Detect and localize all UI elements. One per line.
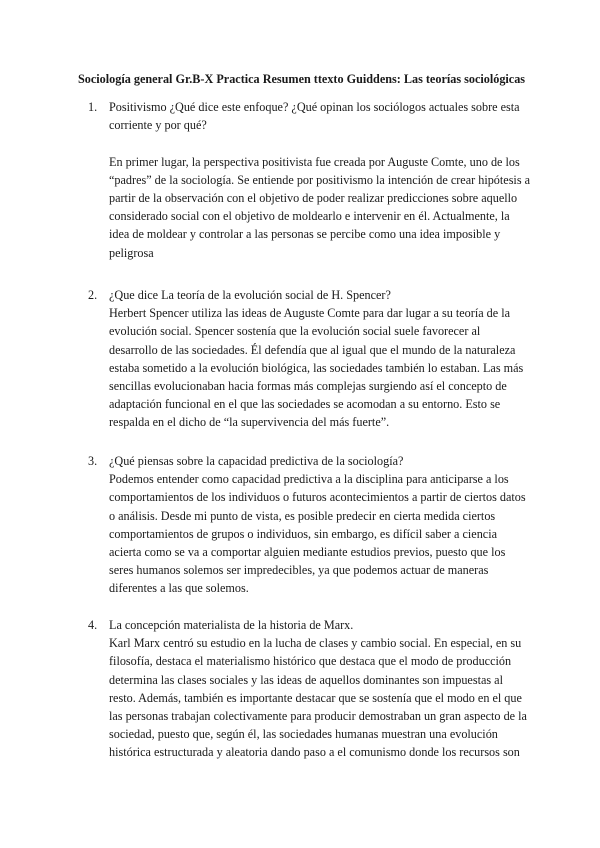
question-content [109, 98, 531, 262]
paragraph-gap [109, 134, 528, 152]
answer-text-line: evolución social. Spencer sostenía que la evolución social suele favorecer al [109, 324, 481, 339]
question-item-2 [88, 286, 528, 432]
answer-text-line: idea de moldear y controlar a las personas se percibe como una idea imposible y [109, 227, 501, 242]
answer-text-line: Herbert Spencer utiliza las ideas de Auguste Comte para dar lugar a su teoría de la [109, 306, 511, 321]
answer-text-line: En primer lugar, la perspectiva positivista fue creada por Auguste Comte, uno de los [109, 154, 520, 169]
answer-text-line: Karl Marx centró su estudio en la lucha de clases y cambio social. En especial, en su [109, 636, 522, 651]
question-text-line: ¿Qué piensas sobre la capacidad predictiva de la sociología? [109, 454, 404, 468]
answer-text-line: diferentes a las que solemos. [109, 581, 249, 596]
question-text-line: La concepción materialista de la historia de Marx. [109, 618, 354, 632]
question-text-line: corriente y por qué? [109, 118, 207, 133]
document-title: Sociología general Gr.B-X Practica Resumen ttexto Guiddens: Las teorías sociológicas [78, 72, 526, 86]
question-number: 1. [88, 100, 98, 114]
question-item-4 [88, 616, 528, 762]
answer-text-line: seres humanos solemos ser impredecibles, ya que podemos actuar de maneras [109, 563, 489, 578]
question-content [109, 616, 528, 762]
question-item-3 [88, 452, 528, 598]
answer-text-line: Podemos entender como capacidad predictiva a la disciplina para anticiparse a los [109, 472, 509, 487]
answer-text-line: comportamientos de grupos o individuos, sin embargo, es difícil saber a ciencia [109, 526, 497, 541]
question-content [109, 452, 528, 598]
answer-text-line: peligrosa [109, 245, 154, 260]
question-text-line: Positivismo ¿Qué dice este enfoque? ¿Qué opinan los sociólogos actuales sobre esta [109, 100, 520, 114]
answer-text-line: filosofía, destaca el materialismo histórico que destaca que el modo de producción [109, 654, 512, 669]
question-item-1 [88, 98, 531, 262]
answer-text-line: adaptación funcional en el que las sociedades se acomodan a su entorno. Esto se [109, 397, 501, 412]
answer-text-line: las personas trabajan colectivamente para producir demostraban un gran aspecto de la [109, 709, 527, 724]
answer-text-line: comportamientos de los individuos o futuros acontecimientos a partir de ciertos datos [109, 490, 526, 505]
answer-text-line: considerado social con el objetivo de moldearlo e intervenir en él. Actualmente, la [109, 209, 510, 224]
answer-text-line: histórica estructurada y aleatoria dando paso a el comunismo donde los recursos son [109, 745, 520, 760]
answer-text-line: o análisis. Desde mi punto de vista, es posible predecir en cierta medida ciertos [109, 508, 496, 523]
answer-text-line: desarrollo de las sociedades. Él defendía que al igual que el mundo de la naturaleza [109, 342, 516, 357]
answer-text-line: sencillas evolucionaban hacia formas más complejas surgiendo así el concepto de [109, 379, 507, 394]
question-number: 2. [88, 288, 98, 302]
answer-text-line: “padres” de la sociología. Se entiende por positivismo la intención de crear hipótesis a [109, 172, 531, 187]
answer-text-line: partir de la observación con el objetivo de poder realizar predicciones sobre aquello [109, 191, 518, 205]
question-number: 4. [88, 618, 98, 632]
answer-text-line: resto. Además, también es importante destacar que se sostenía que el modo en el que [109, 690, 522, 705]
answer-text-line: respalda en el dicho de “la supervivencia del más fuerte”. [109, 415, 390, 430]
answer-text-line: acierta como se va a comportar alguien mediante estudios previos, puesto que los [109, 545, 506, 560]
answer-text-line: determina las clases sociales y las ideas de aquellos dominantes son impuestas al [109, 672, 503, 687]
question-number: 3. [88, 454, 98, 468]
answer-text-line: estaba sometido a la evolución biológica, las sociedades también lo estaban. Las más [109, 360, 524, 375]
question-content [109, 286, 528, 432]
answer-text-line: sociedad, puesto que, según él, las sociedades humanas muestran una evolución [109, 727, 498, 742]
question-text-line: ¿Que dice La teoría de la evolución social de H. Spencer? [109, 288, 391, 302]
